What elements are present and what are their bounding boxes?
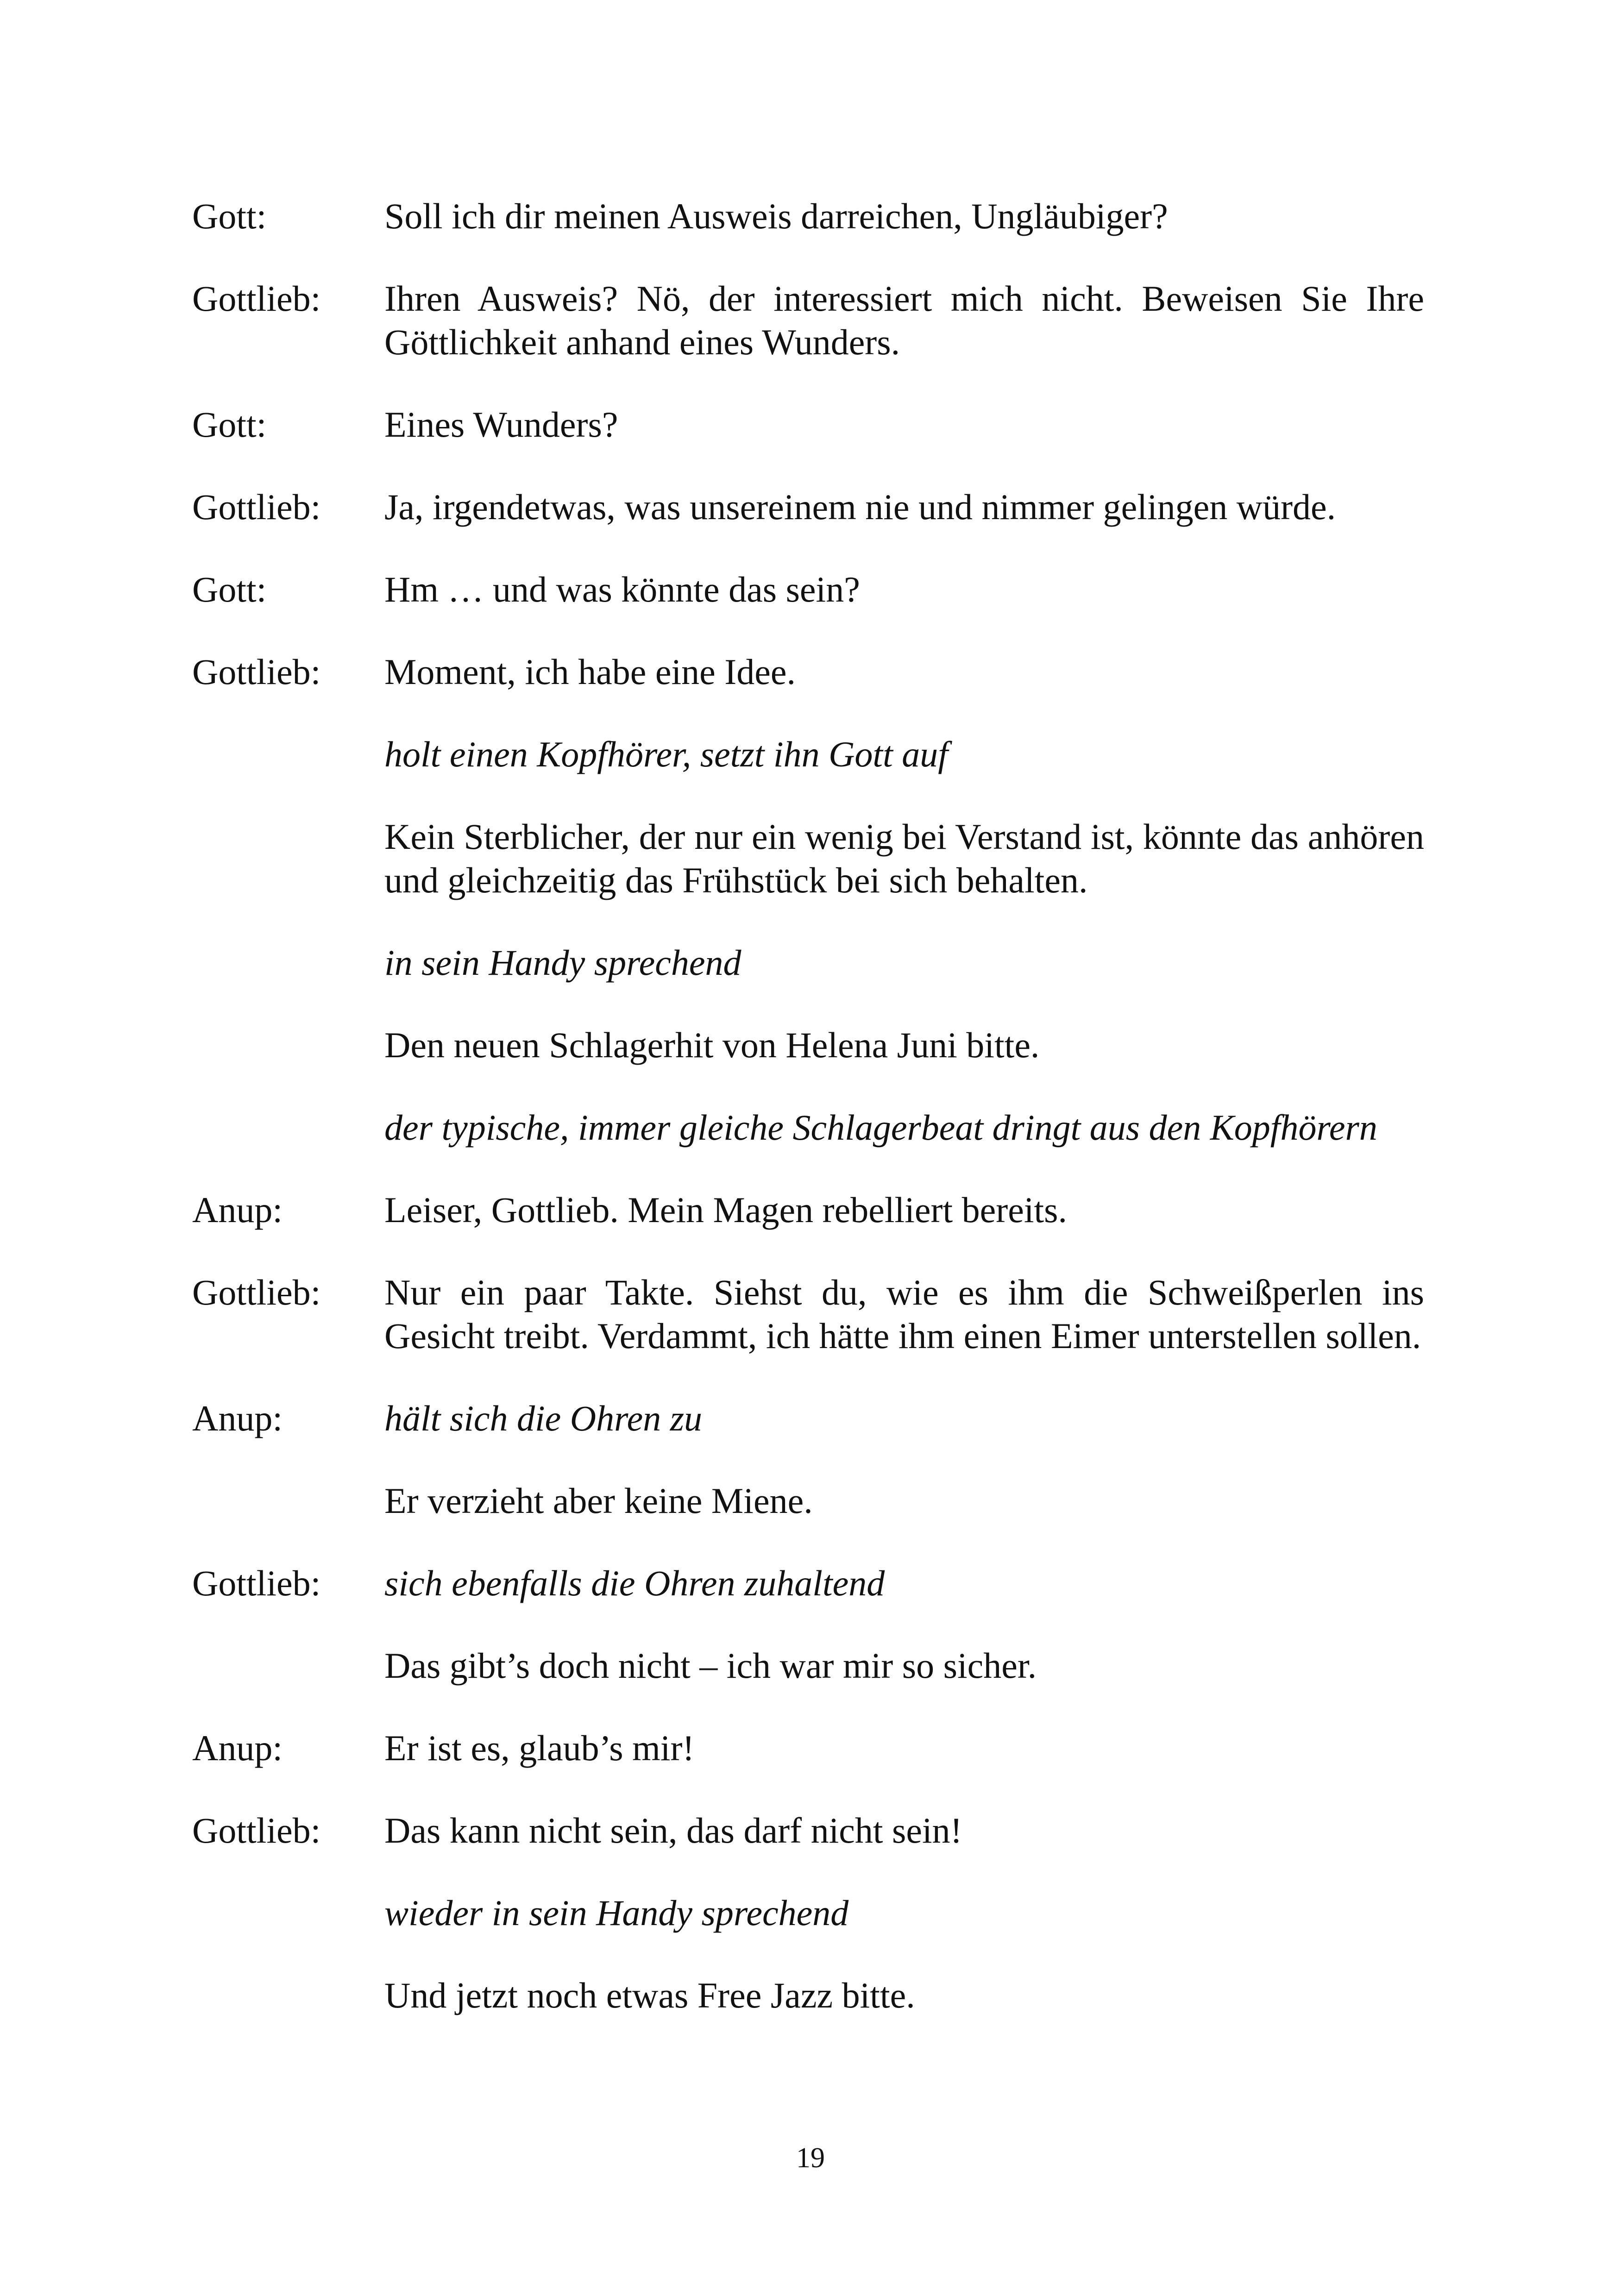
dialogue-line: Leiser, Gottlieb. Mein Magen rebelliert bereits. <box>384 1190 1068 1230</box>
dialogue-line: Er ist es, glaub’s mir! <box>384 1728 695 1768</box>
dialogue-line: Ja, irgendetwas, was unsereinem nie und nimmer gelingen würde. <box>384 487 1336 527</box>
speaker-name: Gottlieb: <box>192 278 321 319</box>
speaker-name: Gottlieb: <box>192 487 321 527</box>
dialogue-entry <box>192 1726 1424 1770</box>
dialogue-content <box>384 1397 1424 1523</box>
speaker-name: Anup: <box>192 1190 283 1230</box>
dialogue-entry <box>192 1562 1424 1687</box>
dialogue-content <box>384 650 1424 1149</box>
dialogue-line: Kein Sterblicher, der nur ein wenig bei Verstand ist, könnte das anhören und gleichzeitig das Frühstück bei sich behalten. <box>384 816 1424 900</box>
dialogue-line: Das gibt’s doch nicht – ich war mir so sicher. <box>384 1645 1037 1686</box>
dialogue-content <box>384 1188 1424 1232</box>
dialogue-content <box>384 485 1424 529</box>
dialogue-line: Er verzieht aber keine Miene. <box>384 1480 813 1521</box>
speaker-name: Gottlieb: <box>192 1563 321 1603</box>
dialogue-content <box>384 1809 1424 2017</box>
script-body <box>192 194 1424 2017</box>
dialogue-content <box>384 568 1424 611</box>
dialogue-line: Eines Wunders? <box>384 404 618 445</box>
dialogue-content <box>384 1562 1424 1687</box>
stage-direction: holt einen Kopfhörer, setzt ihn Gott auf <box>384 734 948 774</box>
dialogue-content <box>384 1726 1424 1770</box>
dialogue-entry <box>192 1188 1424 1232</box>
stage-direction: der typische, immer gleiche Schlagerbeat dringt aus den Kopfhörern <box>384 1107 1377 1148</box>
stage-direction: hält sich die Ohren zu <box>384 1398 703 1438</box>
page-number: 19 <box>796 2142 825 2174</box>
speaker-name: Anup: <box>192 1398 283 1438</box>
dialogue-line: Den neuen Schlagerhit von Helena Juni bitte. <box>384 1025 1040 1065</box>
stage-direction: wieder in sein Handy sprechend <box>384 1893 849 1933</box>
speaker-name: Anup: <box>192 1728 283 1768</box>
dialogue-entry <box>192 650 1424 1149</box>
stage-direction: in sein Handy sprechend <box>384 942 741 983</box>
dialogue-entry <box>192 194 1424 238</box>
dialogue-entry <box>192 1271 1424 1358</box>
dialogue-entry <box>192 485 1424 529</box>
dialogue-line: Moment, ich habe eine Idee. <box>384 652 796 692</box>
dialogue-line: Soll ich dir meinen Ausweis darreichen, Ungläubiger? <box>384 196 1168 236</box>
dialogue-content <box>384 403 1424 446</box>
speaker-name: Gott: <box>192 404 267 445</box>
dialogue-line: Das kann nicht sein, das darf nicht sein! <box>384 1810 962 1851</box>
dialogue-line: Und jetzt noch etwas Free Jazz bitte. <box>384 1975 915 2015</box>
speaker-name: Gottlieb: <box>192 1272 321 1312</box>
dialogue-entry <box>192 403 1424 446</box>
dialogue-content <box>384 194 1424 238</box>
dialogue-entry <box>192 1809 1424 2017</box>
speaker-name: Gottlieb: <box>192 1810 321 1851</box>
dialogue-entry <box>192 277 1424 364</box>
dialogue-entry <box>192 568 1424 611</box>
dialogue-line: Hm … und was könnte das sein? <box>384 569 860 609</box>
stage-direction: sich ebenfalls die Ohren zuhaltend <box>384 1563 885 1603</box>
dialogue-line: Ihren Ausweis? Nö, der interessiert mich nicht. Beweisen Sie Ihre Göttlichkeit anhand eines Wunders. <box>384 278 1424 362</box>
speaker-name: Gott: <box>192 569 267 609</box>
speaker-name: Gottlieb: <box>192 652 321 692</box>
dialogue-line: Nur ein paar Takte. Siehst du, wie es ihm die Schweißperlen ins Gesicht treibt. Verdammt, ich hätte ihm einen Eimer unterstellen sollen. <box>384 1272 1424 1356</box>
speaker-name: Gott: <box>192 196 267 236</box>
dialogue-content <box>384 1271 1424 1358</box>
dialogue-entry <box>192 1397 1424 1523</box>
dialogue-content <box>384 277 1424 364</box>
